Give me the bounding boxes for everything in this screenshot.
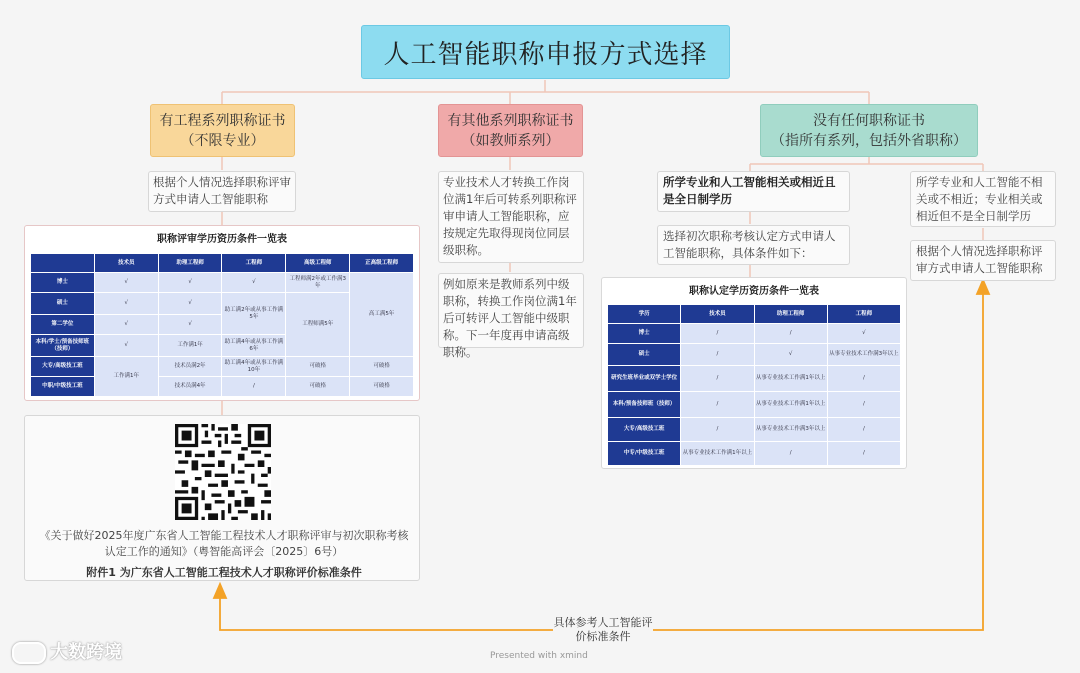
table-cell: 助工满2年或从事工作满5年 — [222, 293, 286, 335]
none-row-grad: 研究生班毕业或双学士学位 — [608, 366, 681, 392]
other-example[interactable]: 例如原来是教师系列中级职称，转换工作岗位满1年后可转评人工智能中级职称。下一年度再申请高级职称。 — [438, 273, 584, 348]
branch-engineering-line2: （不限专业） — [180, 132, 265, 149]
branch-engineering-line1: 有工程系列职称证书 — [159, 112, 286, 129]
table-cell: 工程师满5年 — [286, 293, 350, 357]
presented-with-footer: Presented with xmind — [490, 651, 588, 661]
table-cell: √ — [94, 335, 158, 357]
eng-row-master: 硕士 — [31, 293, 95, 315]
branch-none[interactable] — [760, 104, 978, 157]
table-cell: 技术员满2年 — [158, 357, 222, 377]
none-table-card[interactable] — [601, 277, 907, 469]
watermark-logo — [12, 638, 122, 664]
table-cell: 高工满5年 — [350, 273, 414, 357]
table-cell: / — [754, 324, 827, 344]
eng-row-secondary: 中职/中级技工班 — [31, 377, 95, 397]
reference-card[interactable] — [24, 415, 420, 581]
branch-other[interactable] — [438, 104, 583, 157]
table-cell: 可破格 — [350, 357, 414, 377]
branch-other-line2: （如教师系列） — [461, 132, 560, 149]
table-cell: / — [827, 392, 900, 418]
none-header-0: 学历 — [608, 305, 681, 324]
none-table — [607, 304, 901, 466]
main-title: 人工智能职称申报方式选择 — [361, 25, 730, 79]
none-row-secondary: 中专/中级技工班 — [608, 442, 681, 466]
none-table-title: 职称认定学历资历条件一览表 — [689, 286, 819, 297]
table-cell: 工作满1年 — [94, 357, 158, 397]
table-cell: 从事专业技术工作满1年以上 — [754, 366, 827, 392]
none-header-2: 助理工程师 — [754, 305, 827, 324]
table-cell: √ — [827, 324, 900, 344]
table-cell: √ — [94, 293, 158, 315]
table-cell: / — [681, 344, 754, 366]
table-cell: 可破格 — [350, 377, 414, 397]
table-cell: √ — [222, 273, 286, 293]
table-cell: 助工满4年或从事工作满10年 — [222, 357, 286, 377]
qr-code-icon[interactable] — [175, 424, 271, 520]
none-related-note[interactable]: 选择初次职称考核认定方式申请人工智能职称，具体条件如下： — [657, 225, 850, 265]
eng-header-3: 工程师 — [222, 254, 286, 273]
eng-header-1: 技术员 — [94, 254, 158, 273]
table-cell: / — [681, 418, 754, 442]
table-cell: 从事专业技术工作满1年以上 — [681, 442, 754, 466]
arrow-label: 具体参考人工智能评价标准条件 — [553, 616, 653, 643]
table-cell: 从事专业技术工作满1年以上 — [754, 392, 827, 418]
table-cell: √ — [158, 293, 222, 315]
none-row-college: 大专/高级技工班 — [608, 418, 681, 442]
table-cell: 工作满1年 — [158, 335, 222, 357]
table-cell: / — [222, 377, 286, 397]
brand-logo-icon — [12, 642, 46, 664]
table-cell: / — [681, 392, 754, 418]
branch-other-line1: 有其他系列职称证书 — [447, 112, 574, 129]
table-cell: √ — [158, 273, 222, 293]
table-cell: 可破格 — [286, 357, 350, 377]
table-cell: 工程师满2年或工作满3年 — [286, 273, 350, 293]
table-cell: 助工满4年或从事工作满6年 — [222, 335, 286, 357]
table-cell: / — [681, 366, 754, 392]
engineering-table-card[interactable] — [24, 225, 420, 401]
table-cell: √ — [754, 344, 827, 366]
none-related[interactable]: 所学专业和人工智能相关或相近且是全日制学历 — [657, 171, 850, 212]
other-note[interactable]: 专业技术人才转换工作岗位满1年后可转系列职称评审申请人工智能职称，应按规定先取得现岗位同层级职称。 — [438, 171, 584, 263]
eng-row-second-degree: 第二学位 — [31, 315, 95, 335]
table-cell: √ — [158, 315, 222, 335]
branch-none-line2: （指所有系列，包括外省职称） — [771, 132, 967, 149]
branch-engineering[interactable] — [150, 104, 295, 157]
engineering-note[interactable]: 根据个人情况选择职称评审方式申请人工智能职称 — [148, 171, 296, 212]
eng-header-4: 高级工程师 — [286, 254, 350, 273]
none-header-1: 技术员 — [681, 305, 754, 324]
table-cell: 技术员满4年 — [158, 377, 222, 397]
eng-header-2: 助理工程师 — [158, 254, 222, 273]
table-cell: / — [827, 418, 900, 442]
none-row-doctor: 博士 — [608, 324, 681, 344]
eng-header-5: 正高级工程师 — [350, 254, 414, 273]
eng-row-bachelor: 本科/学士/预备技师班（技师） — [31, 335, 95, 357]
none-unrelated-note[interactable]: 根据个人情况选择职称评审方式申请人工智能职称 — [910, 240, 1056, 281]
table-cell: 从事专业技术工作满3年以上 — [754, 418, 827, 442]
watermark-text: 大数跨境 — [50, 642, 122, 663]
eng-header-0 — [31, 254, 95, 273]
engineering-table-title: 职称评审学历资历条件一览表 — [157, 234, 287, 245]
table-cell: √ — [94, 315, 158, 335]
none-row-master: 硕士 — [608, 344, 681, 366]
table-cell: / — [681, 324, 754, 344]
table-cell: 从事专业技术工作满3年以上 — [827, 344, 900, 366]
none-unrelated[interactable]: 所学专业和人工智能不相关或不相近；专业相关或相近但不是全日制学历 — [910, 171, 1056, 227]
reference-text: 《关于做好2025年度广东省人工智能工程技术人才职称评审与初次职称考核认定工作的通知》（粤智能高评会〔2025〕6号） — [39, 529, 409, 558]
table-cell: / — [827, 442, 900, 466]
attachment-text: 附件1 为广东省人工智能工程技术人才职称评价标准条件 — [86, 566, 362, 579]
table-cell: / — [754, 442, 827, 466]
table-cell: / — [827, 366, 900, 392]
none-header-3: 工程师 — [827, 305, 900, 324]
branch-none-line1: 没有任何职称证书 — [813, 112, 925, 129]
table-cell: 可破格 — [286, 377, 350, 397]
table-cell: √ — [94, 273, 158, 293]
eng-row-college: 大专/高级技工班 — [31, 357, 95, 377]
eng-row-doctor: 博士 — [31, 273, 95, 293]
engineering-table — [30, 253, 414, 397]
none-row-bachelor: 本科/预备技师班（技师） — [608, 392, 681, 418]
